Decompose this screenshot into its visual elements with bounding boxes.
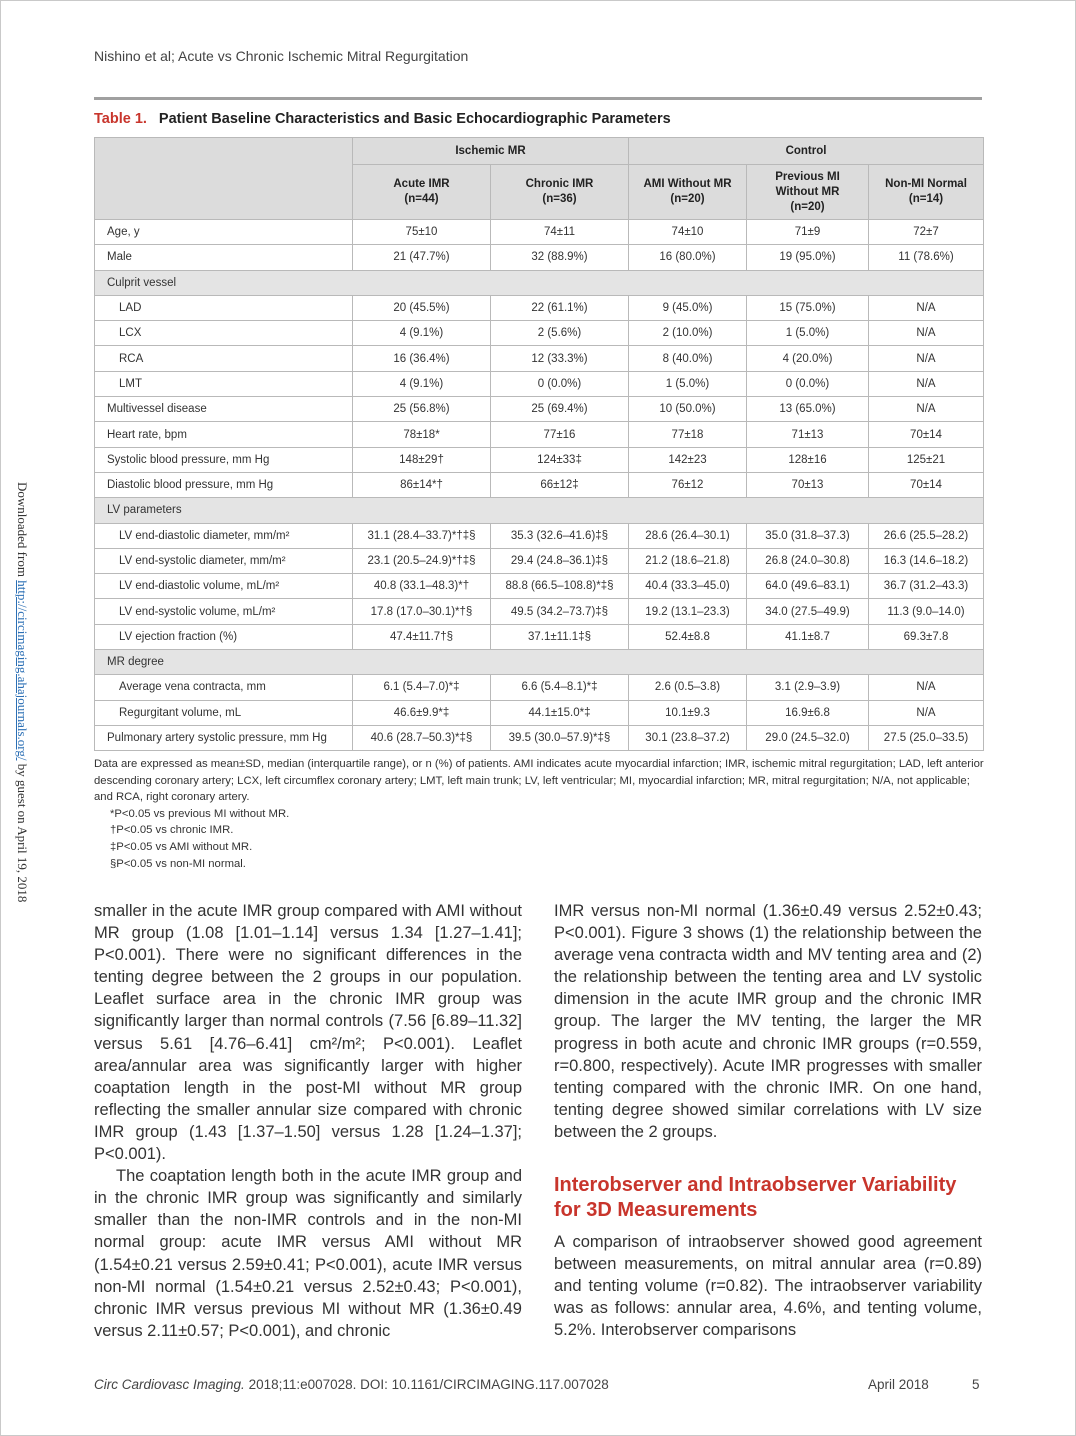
row-label: Pulmonary artery systolic pressure, mm Hg	[95, 725, 353, 750]
table-row	[95, 295, 984, 320]
table-cell: N/A	[869, 397, 984, 422]
table-cell: 13 (65.0%)	[747, 397, 869, 422]
table-section-row	[95, 498, 984, 523]
table-cell: 40.8 (33.1–48.3)*†	[353, 574, 491, 599]
header-rule	[94, 97, 982, 100]
body-column-right	[554, 900, 982, 1143]
table-cell: 19.2 (13.1–23.3)	[629, 599, 747, 624]
table-row	[95, 599, 984, 624]
table-cell: N/A	[869, 346, 984, 371]
table-cell: 21 (47.7%)	[353, 245, 491, 270]
table-cell: N/A	[869, 700, 984, 725]
table-cell: 16 (80.0%)	[629, 245, 747, 270]
table-cell: 4 (9.1%)	[353, 371, 491, 396]
table-cell: 88.8 (66.5–108.8)*‡§	[491, 574, 629, 599]
table-cell: 124±33‡	[491, 447, 629, 472]
footnote: *P<0.05 vs previous MI without MR.	[110, 807, 290, 820]
table-cell: 17.8 (17.0–30.1)*†§	[353, 599, 491, 624]
table-note-main: Data are expressed as mean±SD, median (interquartile range), or n (%) of patients. AMI indicates acute myocardial infarction; IMR, ischemic mitral regurgitation; LAD, left anterior descending coronary artery; LCX, left circumflex coronary artery; LMT, left main trunk; LV, left ventricular; MI, myocardial infarction; MR, mitral regurgitation; N/A, not applicable; and RCA, right coronary artery.	[94, 758, 984, 804]
table-cell: 26.8 (24.0–30.8)	[747, 548, 869, 573]
table-cell: 2 (5.6%)	[491, 321, 629, 346]
footer-journal: Circ Cardiovasc Imaging.	[94, 1377, 245, 1392]
column-header-non-mi-normal: Non-MI Normal (n=14)	[869, 165, 984, 220]
table-cell: 74±10	[629, 220, 747, 245]
table-cell: 4 (20.0%)	[747, 346, 869, 371]
row-label: Multivessel disease	[95, 397, 353, 422]
table-row	[95, 624, 984, 649]
table-row	[95, 574, 984, 599]
table-cell: 20 (45.5%)	[353, 295, 491, 320]
table-cell: 66±12‡	[491, 472, 629, 497]
table-cell: 52.4±8.8	[629, 624, 747, 649]
footer-date: April 2018	[868, 1377, 929, 1392]
table-cell: 44.1±15.0*‡	[491, 700, 629, 725]
table-section-row	[95, 650, 984, 675]
table-cell: 37.1±11.1‡§	[491, 624, 629, 649]
table-section-row	[95, 270, 984, 295]
table-cell: 11.3 (9.0–14.0)	[869, 599, 984, 624]
table-cell: 36.7 (31.2–43.3)	[869, 574, 984, 599]
table-cell: 1 (5.0%)	[747, 321, 869, 346]
table-cell: 125±21	[869, 447, 984, 472]
table-row	[95, 725, 984, 750]
group-header-ischemic-mr: Ischemic MR	[353, 138, 629, 165]
table-cell: 10.1±9.3	[629, 700, 747, 725]
table-cell: 64.0 (49.6–83.1)	[747, 574, 869, 599]
table-cell: 71±9	[747, 220, 869, 245]
row-label: Systolic blood pressure, mm Hg	[95, 447, 353, 472]
table-cell: 142±23	[629, 447, 747, 472]
table-cell: 41.1±8.7	[747, 624, 869, 649]
footnote: §P<0.05 vs non-MI normal.	[110, 857, 246, 870]
row-label: Heart rate, bpm	[95, 422, 353, 447]
table-cell: 9 (45.0%)	[629, 295, 747, 320]
table-cell: 72±7	[869, 220, 984, 245]
table-cell: 74±11	[491, 220, 629, 245]
table-cell: 32 (88.9%)	[491, 245, 629, 270]
footnote: †P<0.05 vs chronic IMR.	[110, 824, 234, 837]
table-caption: Patient Baseline Characteristics and Basic Echocardiographic Parameters	[158, 111, 671, 127]
table-cell: N/A	[869, 675, 984, 700]
table-cell: 47.4±11.7†§	[353, 624, 491, 649]
table-cell: 71±13	[747, 422, 869, 447]
table-row	[95, 472, 984, 497]
footnote: ‡P<0.05 vs AMI without MR.	[110, 840, 253, 853]
table-cell: 29.0 (24.5–32.0)	[747, 725, 869, 750]
table-cell: 6.1 (5.4–7.0)*‡	[353, 675, 491, 700]
row-label: LMT	[95, 371, 353, 396]
table-row	[95, 548, 984, 573]
page-number: 5	[972, 1377, 980, 1392]
table-cell: 78±18*	[353, 422, 491, 447]
column-header-acute-imr: Acute IMR (n=44)	[353, 165, 491, 220]
column-header-ami-without-mr: AMI Without MR (n=20)	[629, 165, 747, 220]
table-cell: 28.6 (26.4–30.1)	[629, 523, 747, 548]
row-label: Diastolic blood pressure, mm Hg	[95, 472, 353, 497]
table-cell: 16 (36.4%)	[353, 346, 491, 371]
footer-citation	[94, 1377, 609, 1392]
row-label: LV ejection fraction (%)	[95, 624, 353, 649]
table-cell: 23.1 (20.5–24.9)*†‡§	[353, 548, 491, 573]
body-paragraph: The coaptation length both in the acute IMR group and in the chronic IMR group was significantly and similarly smaller than the non-IMR controls and in the non-MI normal group: acute IMR versus AMI without MR (1.54±0.21 versus 2.59±0.41; P<0.001), acute IMR versus non-MI normal (1.54±0.21 versus 2.52±0.43; P<0.001), chronic IMR versus previous MI without MR (1.36±0.49 versus 2.11±0.57; P<0.001), and chronic	[94, 1167, 522, 1340]
table-row	[95, 523, 984, 548]
table-cell: 76±12	[629, 472, 747, 497]
table-row	[95, 422, 984, 447]
table-cell: 70±14	[869, 422, 984, 447]
table-label: Table 1.	[94, 111, 147, 127]
table-cell: 16.3 (14.6–18.2)	[869, 548, 984, 573]
table-cell: N/A	[869, 321, 984, 346]
table-cell: 2 (10.0%)	[629, 321, 747, 346]
table-cell: N/A	[869, 371, 984, 396]
table-cell: 31.1 (28.4–33.7)*†‡§	[353, 523, 491, 548]
table-cell: 10 (50.0%)	[629, 397, 747, 422]
table-cell: 21.2 (18.6–21.8)	[629, 548, 747, 573]
table-cell: 0 (0.0%)	[491, 371, 629, 396]
table-row	[95, 220, 984, 245]
running-head: Nishino et al; Acute vs Chronic Ischemic Mitral Regurgitation	[94, 48, 469, 64]
table-cell: 70±14	[869, 472, 984, 497]
table-cell: 12 (33.3%)	[491, 346, 629, 371]
row-label: Regurgitant volume, mL	[95, 700, 353, 725]
table-cell: 22 (61.1%)	[491, 295, 629, 320]
row-label: LCX	[95, 321, 353, 346]
row-label: LV end-systolic volume, mL/m²	[95, 599, 353, 624]
download-note-link[interactable]: http://circimaging.ahajournals.org/	[15, 580, 30, 761]
table-cell: 19 (95.0%)	[747, 245, 869, 270]
section-heading: Interobserver and Intraobserver Variability for 3D Measurements	[554, 1174, 957, 1221]
table-cell: 6.6 (5.4–8.1)*‡	[491, 675, 629, 700]
table-cell: 8 (40.0%)	[629, 346, 747, 371]
table-cell: 86±14*†	[353, 472, 491, 497]
table-cell: 0 (0.0%)	[747, 371, 869, 396]
section-label: Culprit vessel	[95, 270, 984, 295]
table-row	[95, 675, 984, 700]
table-row	[95, 371, 984, 396]
row-label: LV end-diastolic diameter, mm/m²	[95, 523, 353, 548]
row-label: Age, y	[95, 220, 353, 245]
body-paragraph: A comparison of intraobserver showed good agreement between measurements, on mitral annular area (r=0.89) and tenting volume (r=0.82). The intraobserver variability was as follows: annular area, 4.6%, and tenting volume, 5.2%. Interobserver comparisons	[554, 1233, 982, 1340]
table-cell: 35.0 (31.8–37.3)	[747, 523, 869, 548]
table-cell: 30.1 (23.8–37.2)	[629, 725, 747, 750]
table-cell: 27.5 (25.0–33.5)	[869, 725, 984, 750]
table-row	[95, 397, 984, 422]
download-note-suffix: by guest on April 19, 2018	[15, 760, 30, 903]
table-cell: 40.4 (33.3–45.0)	[629, 574, 747, 599]
footer-doi: 2018;11:e007028. DOI: 10.1161/CIRCIMAGING.117.007028	[244, 1377, 609, 1392]
table-body	[95, 220, 984, 751]
group-header-control: Control	[629, 138, 984, 165]
download-note-prefix: Downloaded from	[15, 482, 30, 581]
table-cell: 15 (75.0%)	[747, 295, 869, 320]
body-column-right-lower	[554, 1231, 982, 1341]
table-cell: 11 (78.6%)	[869, 245, 984, 270]
table-row	[95, 700, 984, 725]
table-cell: 1 (5.0%)	[629, 371, 747, 396]
section-label: LV parameters	[95, 498, 984, 523]
baseline-table	[94, 137, 984, 751]
table-cell: 4 (9.1%)	[353, 321, 491, 346]
table-cell: 46.6±9.9*‡	[353, 700, 491, 725]
table-cell: 49.5 (34.2–73.7)‡§	[491, 599, 629, 624]
table-cell: N/A	[869, 295, 984, 320]
body-paragraph: smaller in the acute IMR group compared with AMI without MR group (1.08 [1.01–1.14] versus 1.34 [1.27–1.41]; P<0.001). There were no significant differences in the tenting degree between the 2 groups in our population. Leaflet surface area in the chronic IMR group was significantly larger than normal controls (7.56 [6.89–11.32] versus 5.61 [4.76–6.41] cm²/m²; P<0.001). Leaflet area/annular area was significantly larger with higher coaptation length in the post-MI without MR group reflecting the smaller annular size compared with chronic IMR group (1.43 [1.37–1.50] versus 1.28 [1.24–1.37]; P<0.001).	[94, 902, 522, 1164]
table-cell: 25 (69.4%)	[491, 397, 629, 422]
table-row	[95, 321, 984, 346]
download-note	[14, 482, 30, 902]
table-corner-header	[95, 138, 353, 220]
table-row	[95, 346, 984, 371]
row-label: LV end-systolic diameter, mm/m²	[95, 548, 353, 573]
row-label: RCA	[95, 346, 353, 371]
table-row	[95, 447, 984, 472]
section-label: MR degree	[95, 650, 984, 675]
table-cell: 39.5 (30.0–57.9)*‡§	[491, 725, 629, 750]
table-cell: 26.6 (25.5–28.2)	[869, 523, 984, 548]
table-cell: 69.3±7.8	[869, 624, 984, 649]
table-cell: 16.9±6.8	[747, 700, 869, 725]
table-notes	[94, 756, 984, 872]
column-header-previous-mi: Previous MI Without MR (n=20)	[747, 165, 869, 220]
row-label: LV end-diastolic volume, mL/m²	[95, 574, 353, 599]
column-header-chronic-imr: Chronic IMR (n=36)	[491, 165, 629, 220]
table-row	[95, 245, 984, 270]
table-cell: 35.3 (32.6–41.6)‡§	[491, 523, 629, 548]
table-cell: 148±29†	[353, 447, 491, 472]
table-cell: 3.1 (2.9–3.9)	[747, 675, 869, 700]
row-label: LAD	[95, 295, 353, 320]
table-cell: 25 (56.8%)	[353, 397, 491, 422]
row-label: Male	[95, 245, 353, 270]
table-cell: 77±16	[491, 422, 629, 447]
table-cell: 75±10	[353, 220, 491, 245]
table-cell: 70±13	[747, 472, 869, 497]
row-label: Average vena contracta, mm	[95, 675, 353, 700]
table-cell: 29.4 (24.8–36.1)‡§	[491, 548, 629, 573]
table-cell: 34.0 (27.5–49.9)	[747, 599, 869, 624]
table-cell: 77±18	[629, 422, 747, 447]
body-paragraph: IMR versus non-MI normal (1.36±0.49 versus 2.52±0.43; P<0.001). Figure 3 shows (1) the relationship between the average vena contracta width and MV tenting area and (2) the relationship between the tenting area and LV systolic dimension in the acute IMR group and the chronic IMR group. The larger the MV tenting, the larger the MR progress in both acute and chronic IMR groups (r=0.559, r=0.800, respectively). Acute IMR progresses with smaller tenting compared with the chronic IMR. On one hand, tenting degree showed similar correlations with LV size between the 2 groups.	[554, 902, 982, 1141]
table-cell: 2.6 (0.5–3.8)	[629, 675, 747, 700]
table-title	[94, 111, 671, 127]
table-cell: 40.6 (28.7–50.3)*‡§	[353, 725, 491, 750]
body-column-left	[94, 900, 522, 1342]
table-cell: 128±16	[747, 447, 869, 472]
